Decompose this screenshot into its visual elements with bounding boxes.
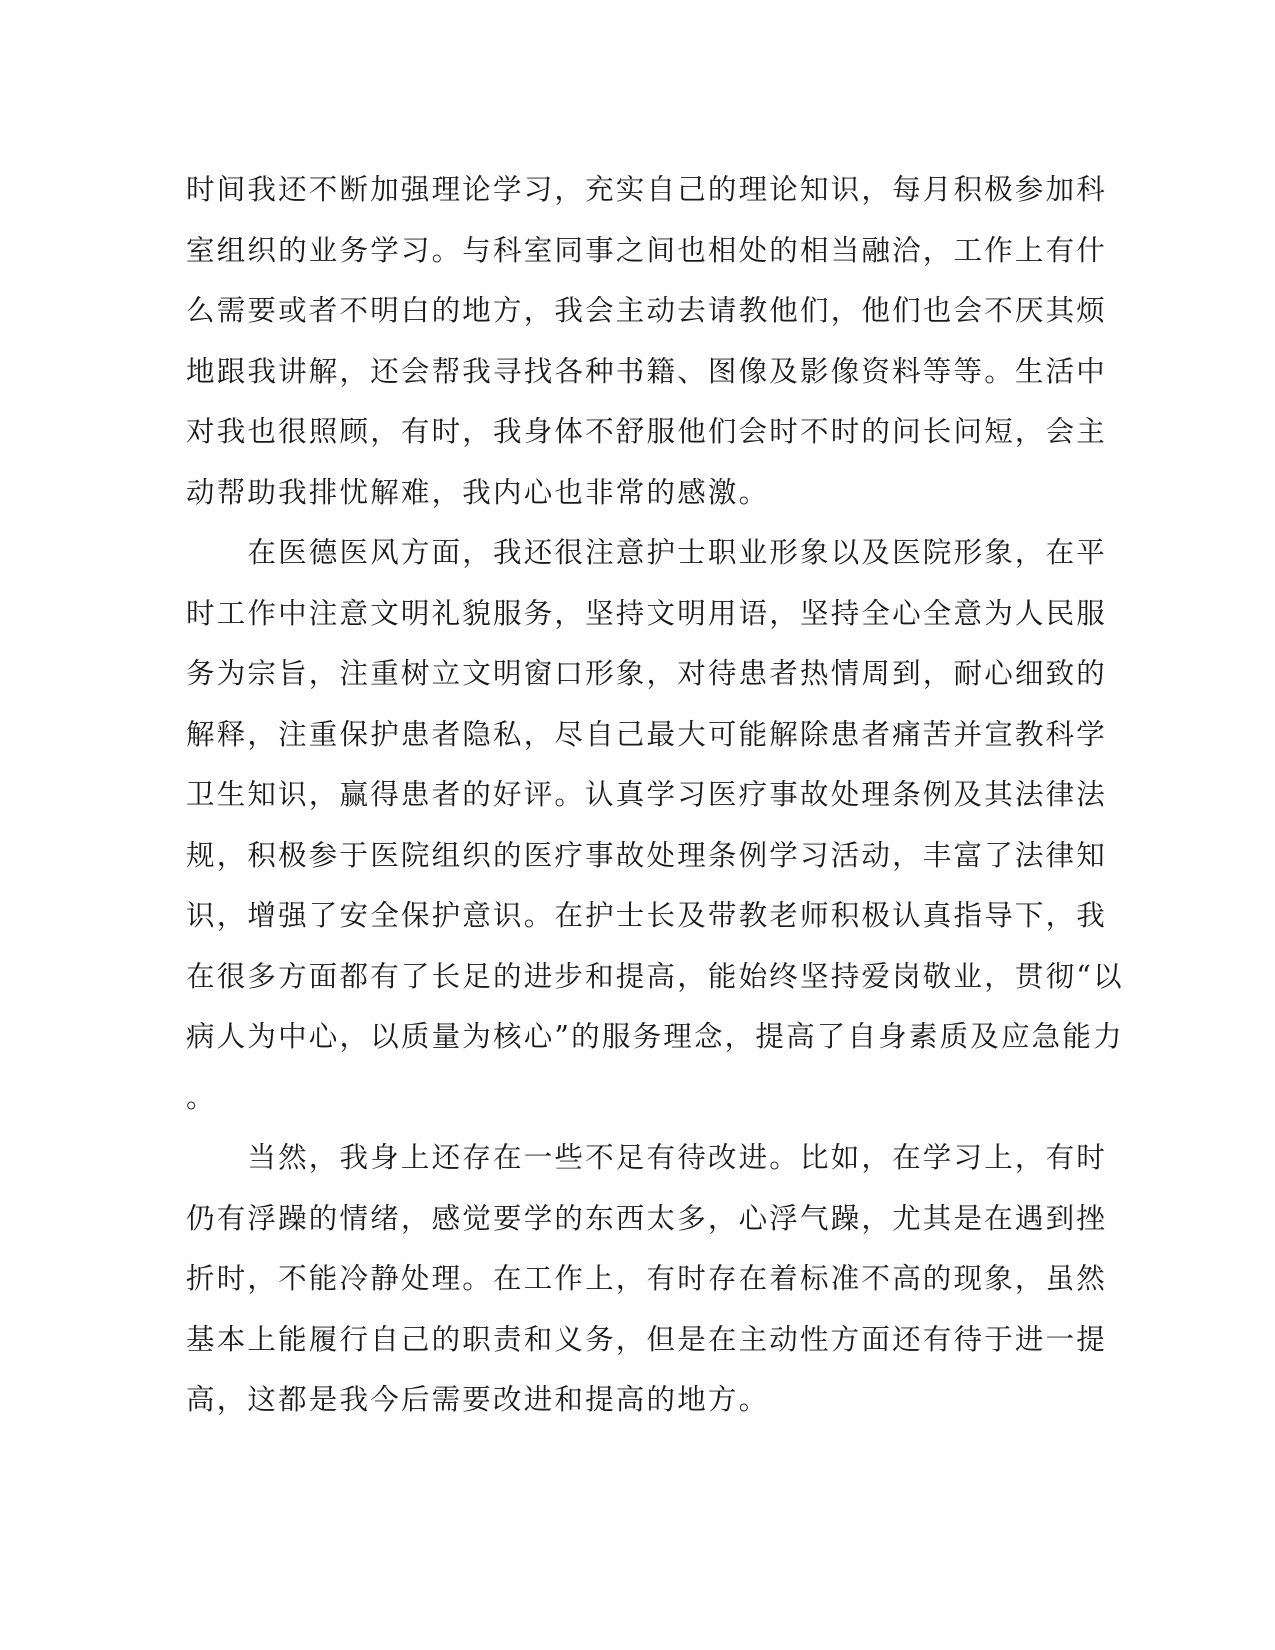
text-line: 折时，不能冷静处理。在工作上，有时存在着标准不高的现象，虽然 [186,1262,1108,1295]
paragraph-shortcomings [186,1128,1108,1431]
paragraph-medical-ethics [186,523,1124,1128]
text-line: 仍有浮躁的情绪，感觉要学的东西太多，心浮气躁，尤其是在遇到挫 [186,1201,1108,1235]
text-line: 室组织的业务学习。与科室同事之间也相处的相当融洽，工作上有什 [186,233,1108,267]
text-line: 基本上能履行自己的职责和义务，但是在主动性方面还有待于进一提 [186,1322,1108,1356]
paragraph-colleagues [186,160,1108,523]
text-line: 动帮助我排忧解难，我内心也非常的感激。 [186,475,770,509]
document-body [186,160,1124,1431]
text-line: 务为宗旨，注重树立文明窗口形象，对待患者热情周到，耐心细致的 [186,657,1108,690]
text-line: 时工作中注意文明礼貌服务，坚持文明用语，坚持全心全意为人民服 [186,596,1108,630]
text-line: 识，增强了安全保护意识。在护士长及带教老师积极认真指导下，我 [186,899,1108,932]
text-line: 地跟我讲解，还会帮我寻找各种书籍、图像及影像资料等等。生活中 [186,354,1108,388]
text-line: 对我也很照顾，有时，我身体不舒服他们会时不时的问长问短，会主 [186,415,1108,448]
text-line: 卫生知识，赢得患者的好评。认真学习医疗事故处理条例及其法律法 [186,778,1108,811]
text-line: 在医德医风方面，我还很注意护士职业形象以及医院形象，在平 [186,536,1108,569]
text-line: 病人为中心，以质量为核心”的服务理念，提高了自身素质及应急能力 [186,1020,1124,1053]
text-line: 高，这都是我今后需要改进和提高的地方。 [186,1383,770,1416]
text-line: 么需要或者不明白的地方，我会主动去请教他们，他们也会不厌其烦 [186,294,1108,327]
text-line: 。 [186,1080,217,1114]
text-line: 当然，我身上还存在一些不足有待改进。比如，在学习上，有时 [186,1141,1108,1174]
text-line: 在很多方面都有了长足的进步和提高，能始终坚持爱岗敬业，贯彻“以 [186,959,1124,993]
text-line: 规，积极参于医院组织的医疗事故处理条例学习活动，丰富了法律知 [186,838,1108,872]
text-line: 时间我还不断加强理论学习，充实自己的理论知识，每月积极参加科 [186,173,1108,206]
text-line: 解释，注重保护患者隐私，尽自己最大可能解除患者痛苦并宣教科学 [186,717,1108,751]
